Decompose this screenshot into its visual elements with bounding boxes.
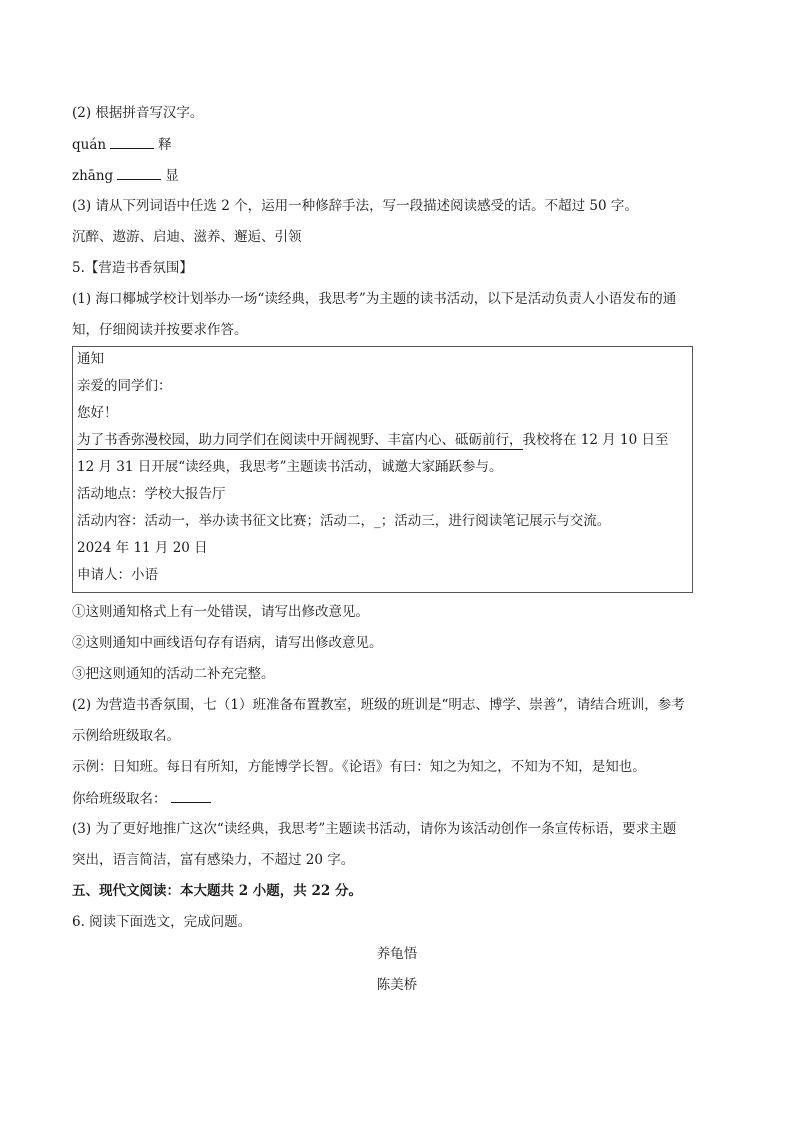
notice-box [72,346,693,593]
answer-blank [171,789,211,803]
pinyin-suffix: 显 [165,168,179,184]
notice-hello: 您好！ [77,405,118,421]
notice-body-line2: 12 月 31 日开展“读经典，我思考”主题读书活动，诚邀大家踊跃参与。 [77,459,503,475]
q6-prompt: 6. 阅读下面选文，完成问题。 [72,914,252,930]
q5-title: 5.【营造书香氛围】 [72,260,193,276]
q5-sub1-line1: (1) 海口椰城学校计划举办一场“读经典，我思考”为主题的读书活动，以下是活动负责人小语发布的通 [72,291,677,307]
q5-sub3-line1: (3) 为了更好地推广这次“读经典，我思考”主题读书活动，请你为该活动创作一条宣传标语，要求主题 [72,821,677,837]
q4-sub3-prompt: (3) 请从下列词语中任选 2 个，运用一种修辞手法，写一段描述阅读感受的话。不超过 50 字。 [72,198,638,214]
pinyin-item-1 [72,135,172,154]
notice-location: 活动地点：学校大报告厅 [77,486,226,502]
task-3: ③把这则通知的活动二补充完整。 [72,666,275,682]
notice-content: 活动内容：活动一，举办读书征文比赛；活动二，_；活动三，进行阅读笔记展示与交流。 [77,513,611,529]
notice-date: 2024 年 11 月 20 日 [77,540,208,556]
pinyin-text: zhāng [72,168,114,184]
notice-body-line1 [77,431,669,449]
word-list: 沉醉、遨游、启迪、滋养、邂逅、引领 [72,229,302,245]
q5-sub3-line2: 突出，语言简洁，富有感染力，不超过 20 字。 [72,852,355,868]
name-prompt-label: 你给班级取名： [72,791,167,807]
article-title: 养龟悟 [376,946,418,962]
notice-greeting: 亲爱的同学们： [77,378,172,394]
notice-body-line1-rest: 我校将在 12 月 10 日至 [522,432,669,448]
section-heading: 五、现代文阅读：本大题共 2 小题，共 22 分。 [72,883,362,899]
pinyin-item-2 [72,166,179,185]
answer-blank [117,166,161,180]
article-author: 陈美桥 [376,977,418,993]
example-text: 示例：日知班。每日有所知，方能博学长智。《论语》有曰：知之为知之，不知为不知，是知也。 [72,759,646,775]
q5-sub2-line1: (2) 为营造书香氛围，七（1）班准备布置教室，班级的班训是“明志、博学、崇善”，请结合班训，参考 [72,697,685,713]
q4-sub2-prompt: (2) 根据拼音写汉字。 [72,105,204,121]
task-1: ①这则通知格式上有一处错误，请写出修改意见。 [72,604,369,620]
class-name-prompt [72,789,215,808]
q5-sub1-line2: 知，仔细阅读并按要求作答。 [72,322,248,338]
pinyin-suffix: 释 [158,137,172,153]
pinyin-text: quán [72,137,107,153]
q5-sub2-line2: 示例给班级取名。 [72,728,180,744]
answer-blank [110,135,154,149]
task-2: ②这则通知中画线语句存有语病，请写出修改意见。 [72,635,383,651]
notice-heading: 通知 [77,351,104,367]
notice-applicant: 申请人：小语 [77,567,158,583]
underlined-sentence: 为了书香弥漫校园，助力同学们在阅读中开阔视野、丰富内心、砥砺前行， [77,432,523,448]
